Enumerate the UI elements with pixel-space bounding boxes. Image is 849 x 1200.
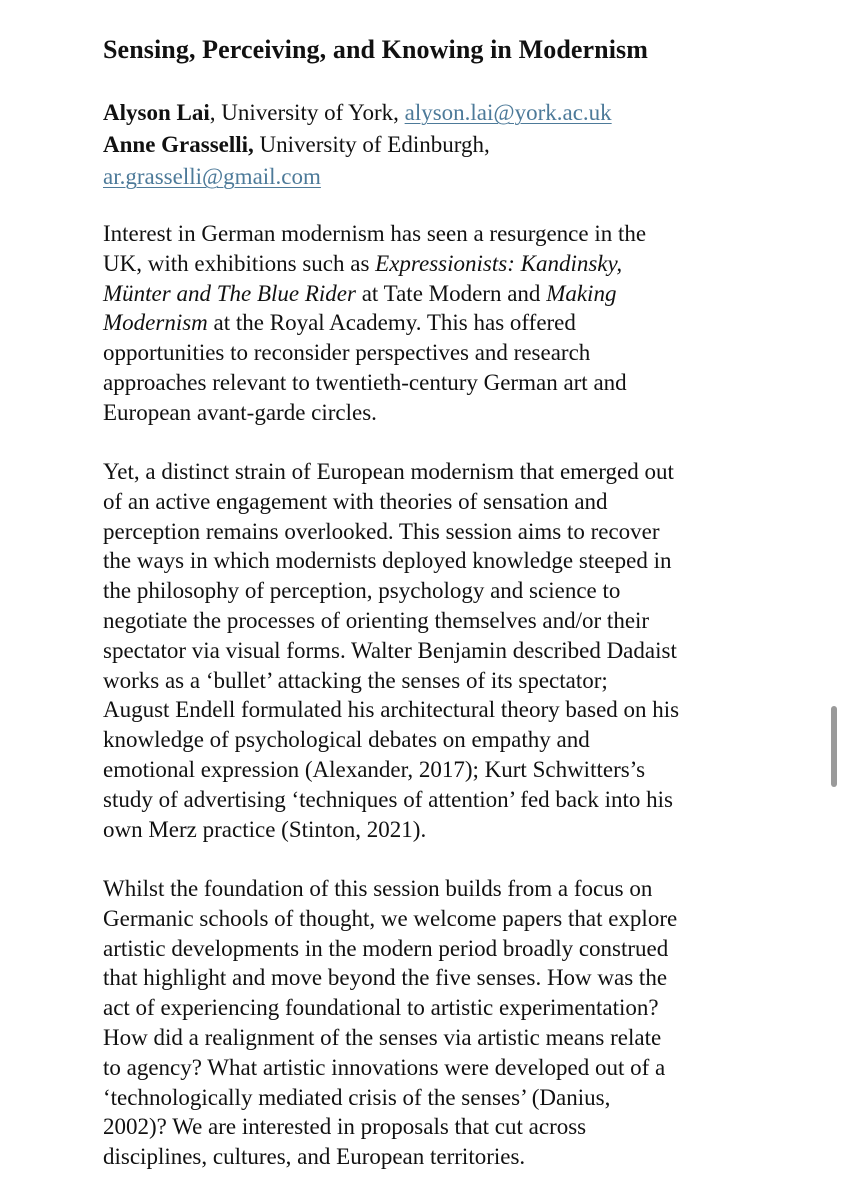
author-list: [103, 97, 783, 193]
text-line: works as a ‘bullet’ attacking the senses of its spectator;: [103, 667, 608, 693]
paragraph-session-aims: [103, 457, 783, 844]
text-line: 2002)? We are interested in proposals that cut across: [103, 1114, 587, 1140]
text-line: August Endell formulated his architectural theory based on his: [103, 697, 680, 723]
vertical-scrollbar-thumb[interactable]: [831, 706, 837, 787]
text-line: the ways in which modernists deployed knowledge steeped in: [103, 548, 672, 574]
text-line: [103, 279, 783, 309]
exhibition-title: Modernism: [103, 310, 208, 336]
text-run: at the Royal Academy. This has offered: [207, 310, 576, 336]
author-line: [103, 129, 783, 161]
text-line: artistic developments in the modern period broadly construed: [103, 935, 669, 961]
text-line: approaches relevant to twentieth-century German art and: [103, 369, 627, 395]
text-line: Germanic schools of thought, we welcome papers that explore: [103, 905, 678, 931]
author-affiliation: , University of York,: [209, 100, 405, 125]
text-line: Whilst the foundation of this session builds from a focus on: [103, 876, 653, 901]
text-line: [103, 249, 783, 279]
author-email-link[interactable]: ar.grasselli@gmail.com: [103, 164, 321, 189]
text-line: opportunities to reconsider perspectives and research: [103, 340, 591, 366]
exhibition-title: Making: [546, 280, 617, 306]
text-line: Interest in German modernism has seen a resurgence in the: [103, 221, 647, 246]
text-line: study of advertising ‘techniques of attention’ fed back into his: [103, 786, 673, 812]
text-line: How did a realignment of the senses via artistic means relate: [103, 1024, 662, 1050]
text-line: spectator via visual forms. Walter Benjamin described Dadaist: [103, 637, 677, 663]
author-affiliation: University of Edinburgh,: [253, 132, 490, 157]
text-line: emotional expression (Alexander, 2017); Kurt Schwitters’s: [103, 756, 646, 782]
paragraph-intro: [103, 219, 783, 428]
text-line: European avant-garde circles.: [103, 399, 377, 425]
text-line: to agency? What artistic innovations were developed out of a: [103, 1054, 666, 1080]
author-line: [103, 97, 783, 129]
document-title: Sensing, Perceiving, and Knowing in Modernism: [103, 35, 649, 64]
text-run: at Tate Modern and: [355, 280, 547, 306]
text-line: negotiate the processes of orienting themselves and/or their: [103, 607, 650, 633]
text-line: that highlight and move beyond the five senses. How was the: [103, 965, 668, 991]
exhibition-title: Münter and The Blue Rider: [103, 280, 356, 306]
text-line: own Merz practice (Stinton, 2021).: [103, 816, 427, 842]
text-line: act of experiencing foundational to artistic experimentation?: [103, 995, 659, 1021]
text-line: ‘technologically mediated crisis of the senses’ (Danius,: [103, 1084, 611, 1110]
text-line: knowledge of psychological debates on empathy and: [103, 727, 590, 753]
text-line: of an active engagement with theories of sensation and: [103, 488, 608, 514]
text-line: disciplines, cultures, and European territories.: [103, 1144, 526, 1170]
paragraph-call-for-papers: [103, 874, 783, 1172]
exhibition-title: Expressionists: Kandinsky,: [375, 250, 623, 276]
author-name: Anne Grasselli,: [103, 132, 254, 157]
text-line: perception remains overlooked. This session aims to recover: [103, 518, 660, 544]
author-email-link[interactable]: alyson.lai@york.ac.uk: [404, 100, 612, 125]
text-line: Yet, a distinct strain of European modernism that emerged out: [103, 459, 674, 484]
text-run: UK, with exhibitions such as: [103, 250, 376, 276]
author-name: Alyson Lai: [103, 100, 210, 125]
author-line: [103, 161, 783, 193]
text-line: the philosophy of perception, psychology and science to: [103, 578, 621, 604]
text-line: [103, 308, 783, 338]
